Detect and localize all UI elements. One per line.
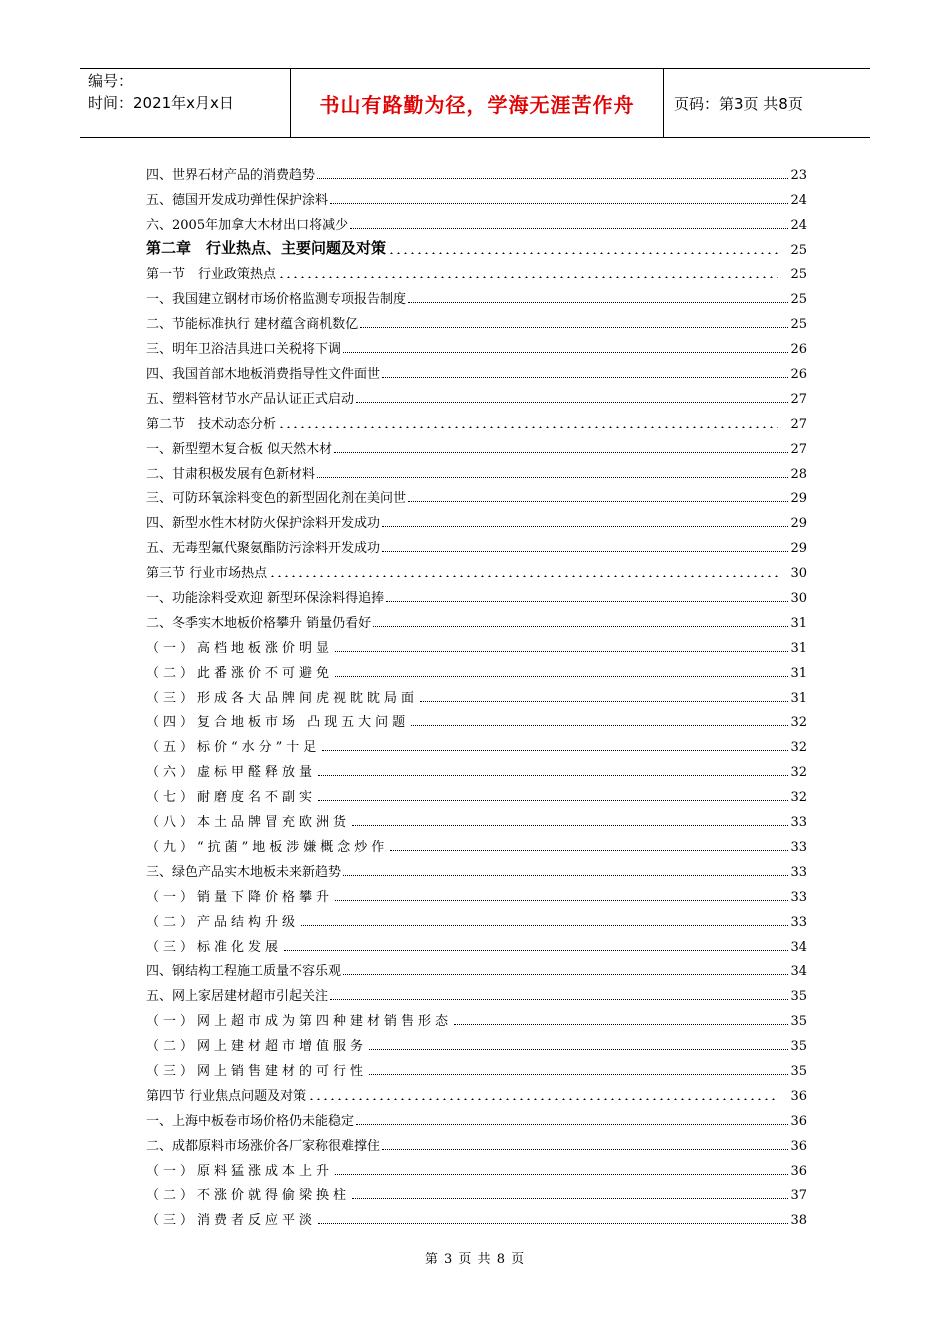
toc-entry-title: 二、成都原料市场涨价各厂家称很难撑住 xyxy=(146,1138,381,1154)
toc-entry[interactable] xyxy=(146,1203,807,1228)
toc-dot-leader xyxy=(356,392,788,403)
header-motto: 书山有路勤为径，学海无涯苦作舟 xyxy=(291,69,664,137)
toc-entry[interactable] xyxy=(146,631,807,656)
toc-entry[interactable] xyxy=(146,282,807,307)
toc-entry[interactable] xyxy=(146,830,807,855)
toc-entry-page: 36 xyxy=(790,1138,807,1154)
toc-dot-leader xyxy=(390,840,788,851)
toc-entry-page: 24 xyxy=(790,192,807,208)
toc-entry-page: 33 xyxy=(790,815,807,831)
toc-entry-title: 四、新型水性木材防火保护涂料开发成功 xyxy=(146,516,381,532)
toc-dot-leader xyxy=(382,541,788,552)
toc-dot-leader xyxy=(335,641,788,652)
toc-entry[interactable] xyxy=(146,581,807,606)
toc-entry[interactable] xyxy=(146,805,807,830)
toc-entry-title: 三、绿色产品实木地板未来新趋势 xyxy=(146,864,342,880)
toc-dot-leader xyxy=(269,567,778,577)
toc-entry-title: 六、2005年加拿大木材出口将减少 xyxy=(146,217,349,233)
toc-entry-page: 36 xyxy=(790,1113,807,1129)
toc-entry-title: 二、节能标准执行 建材蕴含商机数亿 xyxy=(146,317,359,333)
toc-dot-leader xyxy=(356,1114,788,1125)
toc-entry-page: 33 xyxy=(790,864,807,880)
toc-entry[interactable] xyxy=(146,506,807,531)
toc-entry-page: 28 xyxy=(790,466,807,482)
toc-dot-leader xyxy=(318,1213,788,1224)
header-meta xyxy=(80,69,291,137)
page-header xyxy=(80,68,870,138)
toc-dot-leader xyxy=(335,666,788,677)
toc-dot-leader xyxy=(278,418,778,428)
toc-entry-title: 第一节 行业政策热点 xyxy=(146,267,277,283)
toc-entry-title: 第二节 技术动态分析 xyxy=(146,416,277,432)
toc-entry[interactable] xyxy=(146,855,807,880)
toc-entry[interactable] xyxy=(146,357,807,382)
toc-entry[interactable] xyxy=(146,905,807,930)
toc-entry-title: 一、上海中板卷市场价格仍未能稳定 xyxy=(146,1113,355,1129)
toc-entry[interactable] xyxy=(146,1029,807,1054)
toc-entry-page: 29 xyxy=(790,491,807,507)
toc-entry-page: 33 xyxy=(790,839,807,855)
toc-dot-leader xyxy=(308,1090,778,1100)
toc-dot-leader xyxy=(373,616,788,627)
toc-entry-title: （三）标准化发展 xyxy=(146,939,283,955)
toc-dot-leader xyxy=(352,815,788,826)
toc-entry-page: 33 xyxy=(790,914,807,930)
toc-dot-leader xyxy=(454,1014,788,1025)
toc-entry[interactable] xyxy=(146,730,807,755)
toc-entry-title: （一）网上超市成为第四种建材销售形态 xyxy=(146,1014,453,1030)
toc-entry-page: 32 xyxy=(790,790,807,806)
toc-entry-title: 五、德国开发成功弹性保护涂料 xyxy=(146,192,329,208)
header-page-label: 页码：第3页 共8页 xyxy=(674,94,803,113)
toc-entry-title: （三）形成各大品牌间虎视眈眈局面 xyxy=(146,690,419,706)
toc-entry[interactable] xyxy=(146,1154,807,1179)
toc-entry-page: 25 xyxy=(790,292,807,308)
toc-entry-title: （七）耐磨度名不副实 xyxy=(146,790,317,806)
toc-dot-leader xyxy=(411,715,788,726)
toc-entry[interactable] xyxy=(146,332,807,357)
toc-dot-leader xyxy=(335,1164,788,1175)
toc-dot-leader xyxy=(420,691,788,702)
toc-entry-title: 三、明年卫浴洁具进口关税将下调 xyxy=(146,342,342,358)
toc-entry[interactable] xyxy=(146,979,807,1004)
toc-entry[interactable] xyxy=(146,1104,807,1129)
toc-entry-title: 第二章 行业热点、主要问题及对策 xyxy=(146,238,387,257)
toc-entry-page: 26 xyxy=(790,367,807,383)
toc-entry[interactable] xyxy=(146,307,807,332)
toc-entry-page: 24 xyxy=(790,217,807,233)
toc-entry-page: 31 xyxy=(790,690,807,706)
toc-entry[interactable] xyxy=(146,880,807,905)
toc-entry-title: 第四节 行业焦点问题及对策 xyxy=(146,1088,307,1104)
toc-entry[interactable] xyxy=(146,158,807,183)
toc-dot-leader xyxy=(284,940,788,951)
toc-dot-leader xyxy=(317,467,788,478)
toc-entry-title: 一、新型塑木复合板 似天然木材 xyxy=(146,441,333,457)
toc-entry-page: 23 xyxy=(790,167,807,183)
toc-dot-leader xyxy=(318,790,788,801)
toc-entry-page: 31 xyxy=(790,640,807,656)
toc-entry-title: 五、网上家居建材超市引起关注 xyxy=(146,989,329,1005)
toc-entry-page: 34 xyxy=(790,939,807,955)
toc-entry-page: 36 xyxy=(790,1163,807,1179)
toc-dot-leader xyxy=(408,292,788,303)
toc-dot-leader xyxy=(382,367,788,378)
toc-dot-leader xyxy=(408,491,788,502)
toc-entry-title: （三）网上销售建材的可行性 xyxy=(146,1063,368,1079)
toc-dot-leader xyxy=(382,1139,788,1150)
page-footer: 第 3 页 共 8 页 xyxy=(424,1252,526,1267)
toc-entry-page: 31 xyxy=(790,615,807,631)
toc-dot-leader xyxy=(369,1039,788,1050)
toc-entry[interactable] xyxy=(146,1179,807,1204)
toc-entry[interactable] xyxy=(146,1054,807,1079)
toc-entry-page: 35 xyxy=(790,1063,807,1079)
toc-dot-leader xyxy=(318,765,788,776)
toc-entry-page: 35 xyxy=(790,1039,807,1055)
toc-entry[interactable] xyxy=(146,233,807,258)
toc-entry-title: 四、钢结构工程施工质量不容乐观 xyxy=(146,964,342,980)
toc-entry-title: （一）高档地板涨价明显 xyxy=(146,640,334,656)
toc-entry-page: 30 xyxy=(790,566,807,582)
toc-entry-page: 27 xyxy=(790,416,807,432)
toc-dot-leader xyxy=(352,1188,788,1199)
toc-entry-title: 三、可防环氧涂料变色的新型固化剂在美问世 xyxy=(146,491,407,507)
toc-entry[interactable] xyxy=(146,382,807,407)
toc-entry[interactable] xyxy=(146,457,807,482)
toc-entry[interactable] xyxy=(146,482,807,507)
toc-dot-leader xyxy=(343,342,788,353)
toc-entry-title: 四、世界石材产品的消费趋势 xyxy=(146,167,316,183)
toc-entry[interactable] xyxy=(146,681,807,706)
toc-entry-title: （二）此番涨价不可避免 xyxy=(146,665,334,681)
toc-entry-page: 31 xyxy=(790,665,807,681)
toc-dot-leader xyxy=(330,193,788,204)
toc-dot-leader xyxy=(386,591,788,602)
toc-entry[interactable] xyxy=(146,208,807,233)
toc-entry[interactable] xyxy=(146,183,807,208)
toc-entry[interactable] xyxy=(146,955,807,980)
toc-entry[interactable] xyxy=(146,556,807,581)
toc-entry-page: 32 xyxy=(790,765,807,781)
toc-entry-title: （三）消费者反应平淡 xyxy=(146,1213,317,1229)
toc-dot-leader xyxy=(330,989,788,1000)
toc-entry-title: （二）产品结构升级 xyxy=(146,914,300,930)
toc-entry-page: 29 xyxy=(790,516,807,532)
toc-entry-title: 一、我国建立钢材市场价格监测专项报告制度 xyxy=(146,292,407,308)
toc-entry-title: 四、我国首部木地板消费指导性文件面世 xyxy=(146,367,381,383)
toc-entry-page: 36 xyxy=(790,1088,807,1104)
toc-dot-leader xyxy=(343,865,788,876)
toc-entry-title: （八）本土品牌冒充欧洲货 xyxy=(146,815,351,831)
toc-entry-title: （六）虚标甲醛释放量 xyxy=(146,765,317,781)
toc-entry[interactable] xyxy=(146,432,807,457)
toc-entry-title: 第三节 行业市场热点 xyxy=(146,566,268,582)
toc-entry-page: 35 xyxy=(790,1014,807,1030)
toc-entry-page: 30 xyxy=(790,591,807,607)
toc-dot-leader xyxy=(343,964,788,975)
toc-entry[interactable] xyxy=(146,780,807,805)
toc-entry[interactable] xyxy=(146,1079,807,1104)
toc-entry-page: 25 xyxy=(790,317,807,333)
toc-entry-page: 29 xyxy=(790,541,807,557)
toc-entry[interactable] xyxy=(146,1129,807,1154)
toc-dot-leader xyxy=(360,317,788,328)
toc-entry-page: 37 xyxy=(790,1188,807,1204)
toc-dot-leader xyxy=(334,442,788,453)
toc-entry[interactable] xyxy=(146,531,807,556)
toc-entry-page: 33 xyxy=(790,889,807,905)
toc-entry[interactable] xyxy=(146,706,807,731)
toc-dot-leader xyxy=(369,1064,788,1075)
toc-entry-title: （五）标价“水分”十足 xyxy=(146,740,321,756)
toc-entry-title: 一、功能涂料受欢迎 新型环保涂料得追捧 xyxy=(146,591,385,607)
toc-entry-page: 35 xyxy=(790,989,807,1005)
toc-entry-page: 26 xyxy=(790,342,807,358)
toc-entry-page: 27 xyxy=(790,441,807,457)
toc-entry-title: （四）复合地板市场 凸现五大问题 xyxy=(146,715,410,731)
toc-entry[interactable] xyxy=(146,1004,807,1029)
toc-entry-page: 27 xyxy=(790,391,807,407)
toc-entry-title: （二）网上建材超市增值服务 xyxy=(146,1039,368,1055)
toc-dot-leader xyxy=(350,218,788,229)
toc-entry-title: 二、冬季实木地板价格攀升 销量仍看好 xyxy=(146,615,372,631)
toc-entry-page: 25 xyxy=(790,267,807,283)
toc-dot-leader xyxy=(335,890,788,901)
toc-entry[interactable] xyxy=(146,930,807,955)
toc-entry[interactable] xyxy=(146,258,807,283)
toc-dot-leader xyxy=(317,168,788,179)
toc-entry[interactable] xyxy=(146,407,807,432)
toc-entry[interactable] xyxy=(146,755,807,780)
toc-dot-leader xyxy=(382,516,788,527)
toc-entry[interactable] xyxy=(146,656,807,681)
date-label: 时间：2021年x月x日 xyxy=(88,94,234,112)
toc-entry-title: 五、无毒型氟代聚氨酯防污涂料开发成功 xyxy=(146,541,381,557)
toc-entry-page: 34 xyxy=(790,964,807,980)
toc-entry-page: 32 xyxy=(790,715,807,731)
toc-entry-title: （二）不涨价就得偷梁换柱 xyxy=(146,1188,351,1204)
toc-entry-page: 32 xyxy=(790,740,807,756)
toc-dot-leader xyxy=(278,268,778,278)
toc-dot-leader xyxy=(301,915,788,926)
table-of-contents xyxy=(146,158,807,1228)
toc-entry[interactable] xyxy=(146,606,807,631)
toc-entry-title: 二、甘肃积极发展有色新材料 xyxy=(146,466,316,482)
toc-entry-title: （一）销量下降价格攀升 xyxy=(146,889,334,905)
toc-dot-leader xyxy=(322,740,788,751)
toc-entry-page: 25 xyxy=(790,242,807,258)
toc-dot-leader xyxy=(388,244,778,254)
number-label: 编号： xyxy=(88,72,134,90)
toc-entry-page: 38 xyxy=(790,1213,807,1229)
toc-entry-title: 五、塑料管材节水产品认证正式启动 xyxy=(146,391,355,407)
toc-entry-title: （九）“抗菌”地板涉嫌概念炒作 xyxy=(146,839,389,855)
toc-entry-title: （一）原料猛涨成本上升 xyxy=(146,1163,334,1179)
